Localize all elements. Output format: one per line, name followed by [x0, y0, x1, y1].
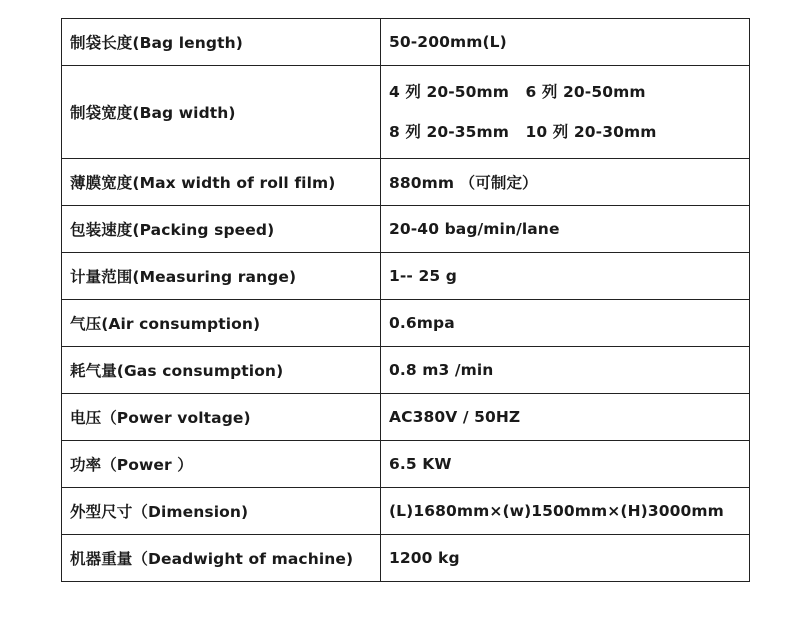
spec-label: 功率（Power ） [62, 441, 381, 488]
spec-label: 气压(Air consumption) [62, 300, 381, 347]
spec-value: 880mm （可制定） [381, 159, 750, 206]
table-row [62, 535, 750, 582]
spec-value: AC380V / 50HZ [381, 394, 750, 441]
spec-label: 电压（Power voltage) [62, 394, 381, 441]
spec-value: (L)1680mm×(w)1500mm×(H)3000mm [381, 488, 750, 535]
table-row [62, 300, 750, 347]
spec-value: 20-40 bag/min/lane [381, 206, 750, 253]
spec-label: 包装速度(Packing speed) [62, 206, 381, 253]
spec-table [61, 18, 750, 582]
table-row [62, 488, 750, 535]
table-row [62, 19, 750, 66]
spec-label: 薄膜宽度(Max width of roll film) [62, 159, 381, 206]
table-row [62, 159, 750, 206]
spec-value: 50-200mm(L) [381, 19, 750, 66]
spec-label: 机器重量（Deadwight of machine) [62, 535, 381, 582]
spec-value: 0.8 m3 /min [381, 347, 750, 394]
spec-value: 1-- 25 g [381, 253, 750, 300]
spec-label: 耗气量(Gas consumption) [62, 347, 381, 394]
spec-label: 计量范围(Measuring range) [62, 253, 381, 300]
table-row [62, 394, 750, 441]
spec-label: 外型尺寸（Dimension) [62, 488, 381, 535]
spec-value-line: 8 列 20-35mm 10 列 20-30mm [389, 123, 657, 141]
spec-label: 制袋宽度(Bag width) [62, 66, 381, 159]
table-row [62, 206, 750, 253]
spec-value-line: 4 列 20-50mm 6 列 20-50mm [389, 83, 646, 101]
spec-value: 0.6mpa [381, 300, 750, 347]
spec-value: 1200 kg [381, 535, 750, 582]
table-row [62, 253, 750, 300]
table-row [62, 66, 750, 159]
spec-value [381, 66, 750, 159]
spec-label: 制袋长度(Bag length) [62, 19, 381, 66]
spec-value: 6.5 KW [381, 441, 750, 488]
table-row [62, 441, 750, 488]
table-row [62, 347, 750, 394]
